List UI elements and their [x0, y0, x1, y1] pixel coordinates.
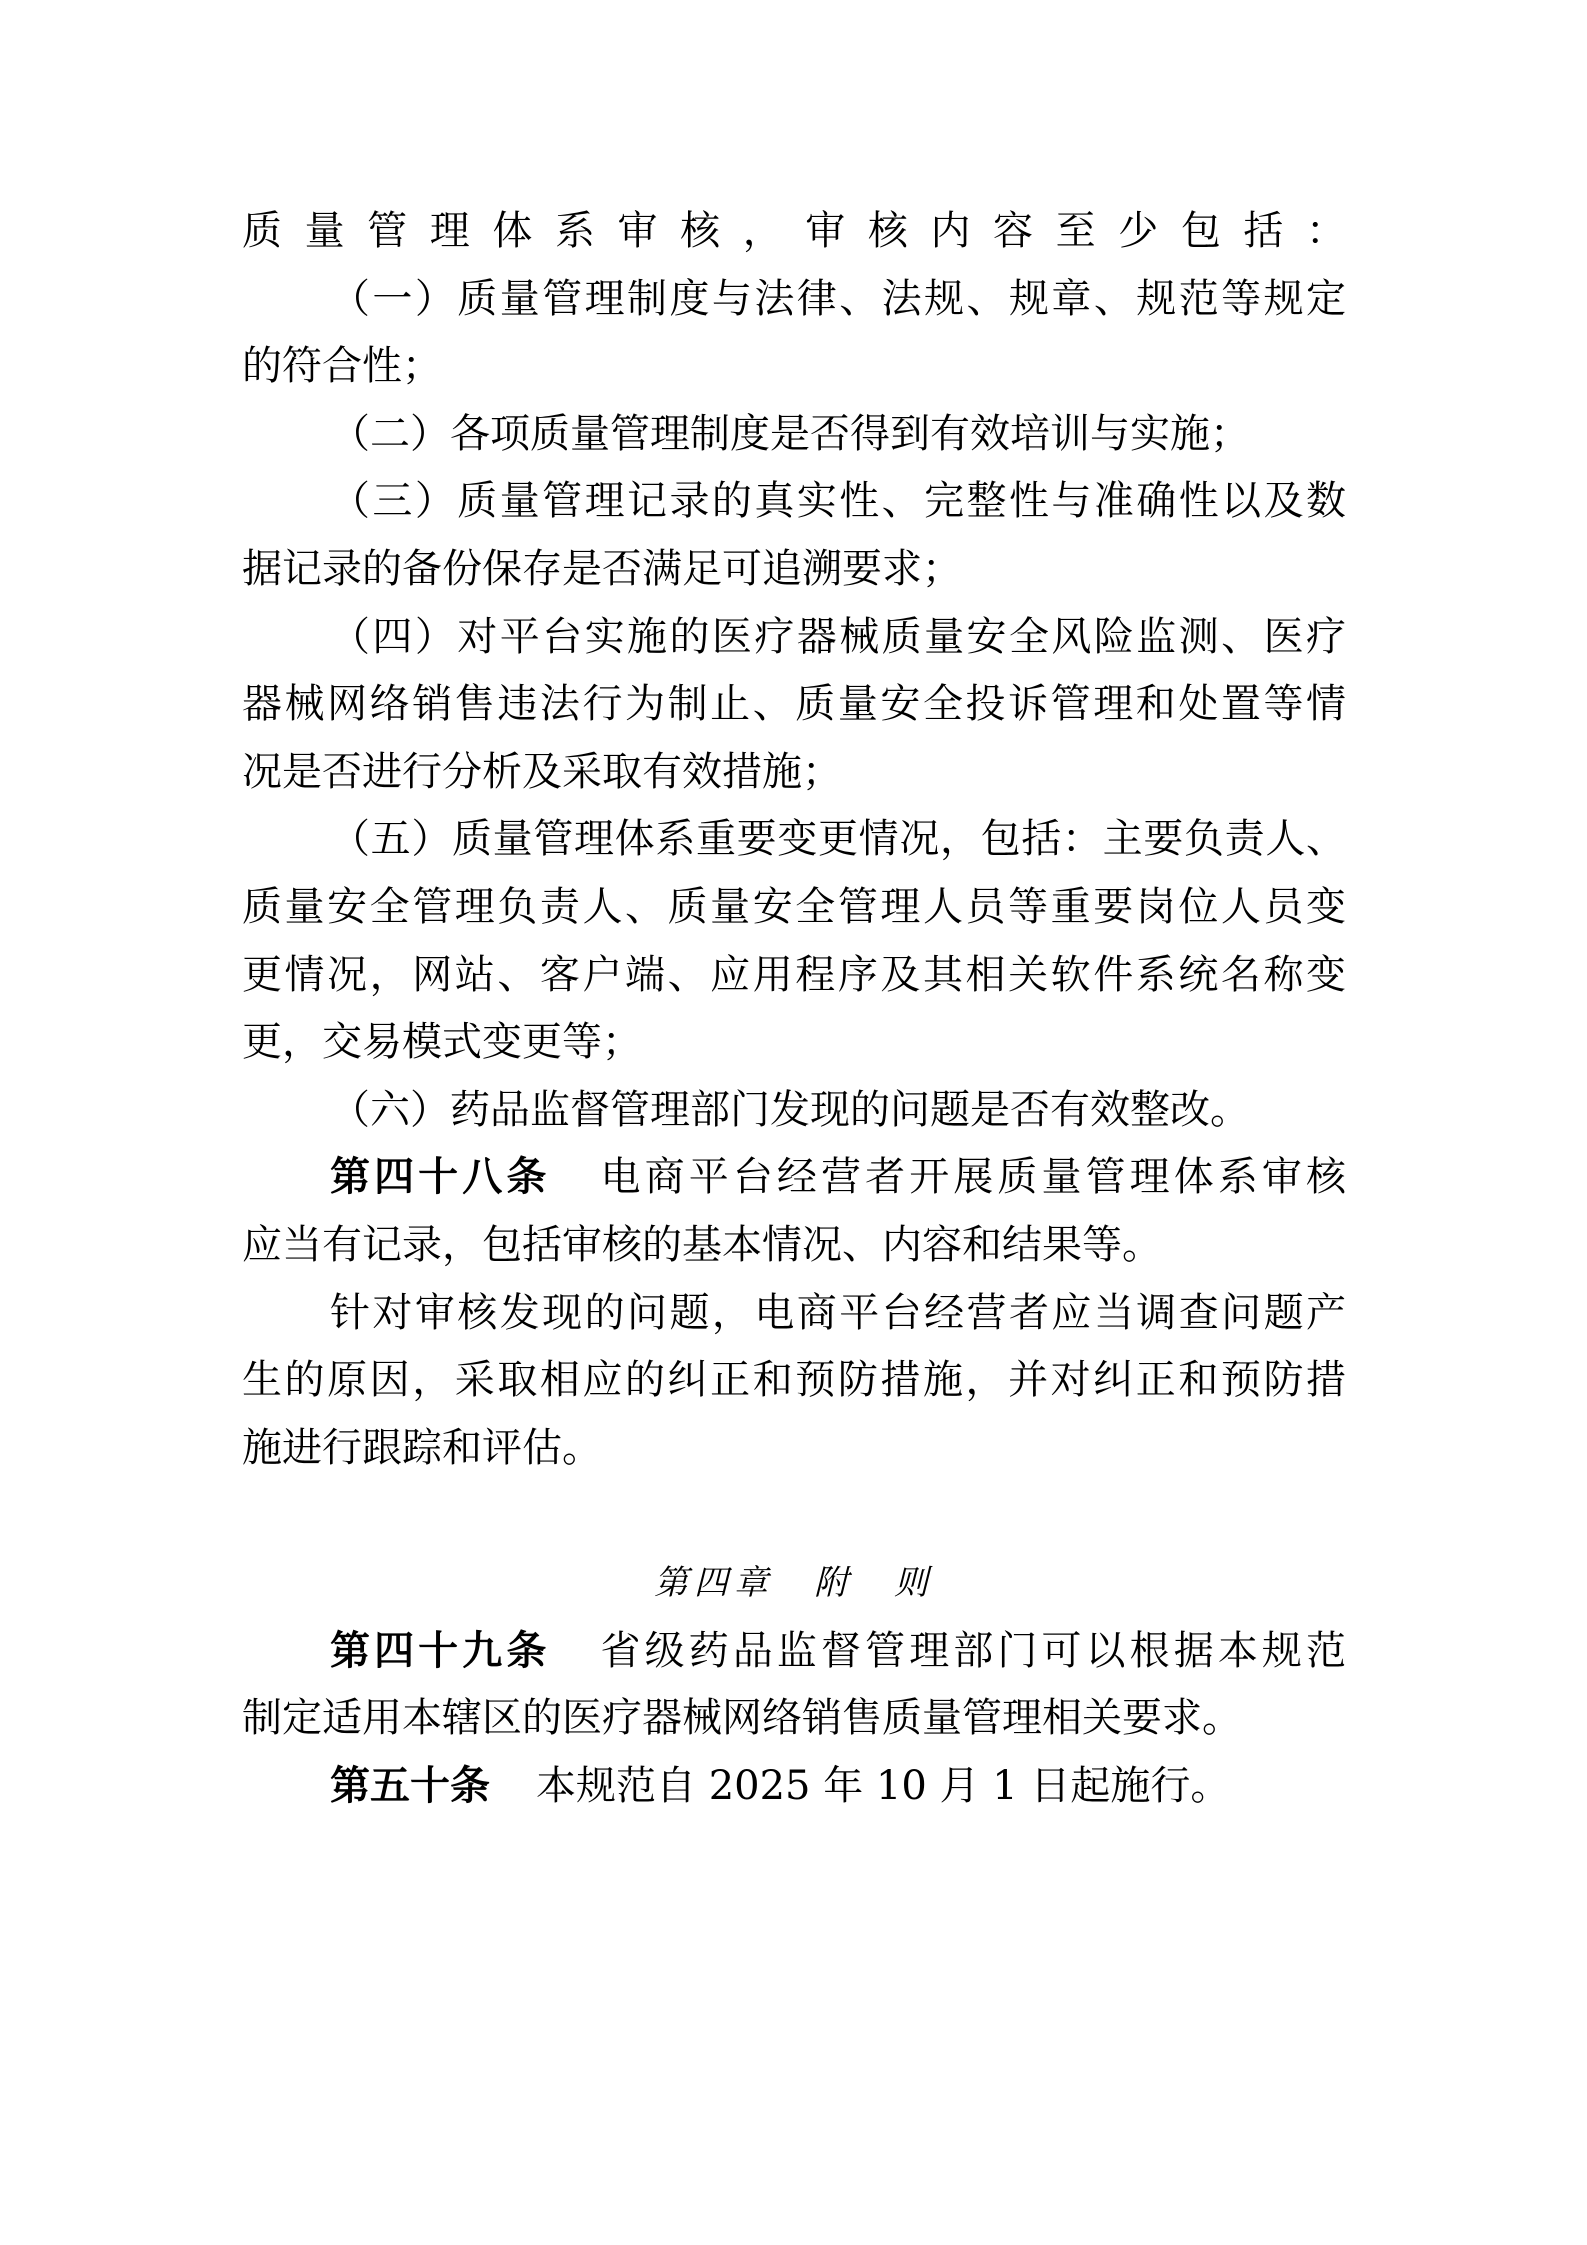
- text-line: 本规范自 2025 年 10 月 1 日起施行。: [536, 1763, 1231, 1810]
- document-body: [242, 198, 1346, 1821]
- article-50-line: [242, 1753, 1346, 1821]
- article-48-line: [242, 1144, 1346, 1212]
- text-line: 据记录的备份保存是否满足可追溯要求；: [242, 545, 962, 592]
- text-line: 器械网络销售违法行为制止、质量安全投诉管理和处置等情: [242, 681, 1346, 728]
- text-line: 应当有记录，包括审核的基本情况、内容和结果等。: [242, 1221, 1162, 1268]
- text-line: 针对审核发现的问题，电商平台经营者应当调查问题产: [330, 1289, 1346, 1336]
- text-line: （一）质量管理制度与法律、法规、规章、规范等规定: [330, 275, 1346, 322]
- text-line: 况是否进行分析及采取有效措施；: [242, 748, 842, 795]
- text-line: （二）各项质量管理制度是否得到有效培训与实施；: [330, 410, 1250, 457]
- text-line: 的符合性；: [242, 343, 442, 390]
- text-line: 制定适用本辖区的医疗器械网络销售质量管理相关要求。: [242, 1695, 1242, 1742]
- chapter-title: 第四章 附 则: [654, 1563, 934, 1604]
- article-48-heading: 第四十八条: [330, 1154, 551, 1201]
- text-line: 省级药品监督管理部门可以根据本规范: [596, 1627, 1346, 1674]
- article-49-line: [242, 1618, 1346, 1686]
- text-line: 更情况，网站、客户端、应用程序及其相关软件系统名称变: [242, 951, 1346, 998]
- text-line: 生的原因，采取相应的纠正和预防措施，并对纠正和预防措: [242, 1357, 1346, 1404]
- article-50-heading: 第五十条: [330, 1763, 490, 1810]
- text-line: （四）对平台实施的医疗器械质量安全风险监测、医疗: [330, 613, 1346, 660]
- text-line: 质量管理体系审核，审核内容至少包括：: [242, 208, 1346, 254]
- text-line: 电商平台经营者开展质量管理体系审核: [596, 1154, 1346, 1201]
- text-line: 更，交易模式变更等；: [242, 1019, 642, 1066]
- text-line: 施进行跟踪和评估。: [242, 1424, 602, 1471]
- text-line: 质量安全管理负责人、质量安全管理人员等重要岗位人员变: [242, 883, 1346, 930]
- text-line: （三）质量管理记录的真实性、完整性与准确性以及数: [330, 478, 1346, 525]
- text-line: （六）药品监督管理部门发现的问题是否有效整改。: [330, 1086, 1250, 1133]
- article-49-heading: 第四十九条: [330, 1627, 551, 1674]
- text-line: （五）质量管理体系重要变更情况，包括：主要负责人、: [330, 816, 1346, 863]
- spacer: [242, 1482, 1346, 1550]
